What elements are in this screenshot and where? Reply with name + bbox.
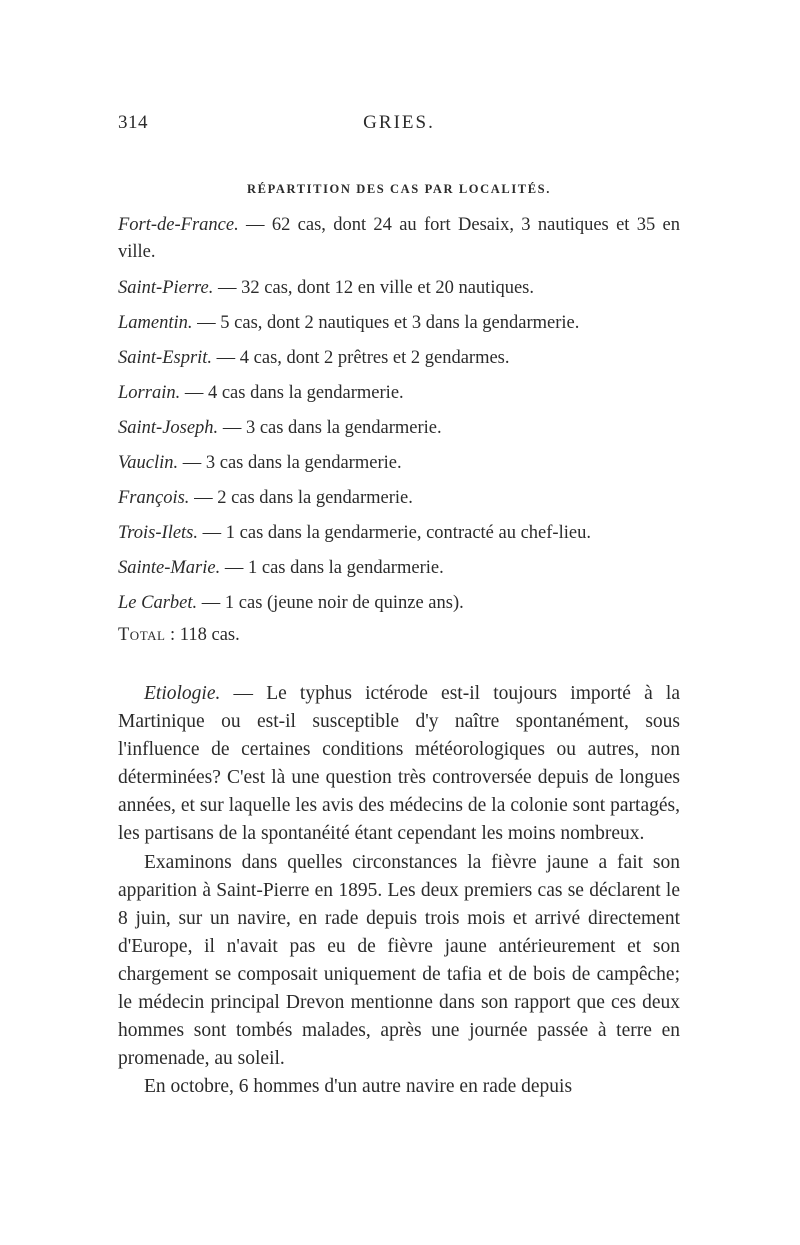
locality-name: Lorrain. [118, 383, 181, 403]
etiology-text: — Le typhus ictérode est-il toujours importé à la Martinique ou est-il susceptible d'y naître spontanément, sous l'influence de certaines conditions météorologiques ou autres, non déterminées? C'est là une question très controversée depuis de longues années, et sur laquelle les avis des médecins de la colonie sont partagés, les partisans de la spontanéité étant cependant les moins nombreux. [118, 683, 680, 845]
etiology-heading: Etiologie. [144, 683, 221, 704]
list-item [118, 345, 680, 372]
locality-name: Fort-de-France. [118, 215, 239, 235]
page-number: 314 [118, 112, 148, 133]
list-item [118, 485, 680, 512]
localities-list [118, 212, 680, 625]
etiology-paragraph [118, 680, 680, 849]
locality-cases: — 32 cas, dont 12 en ville et 20 nautiques. [213, 278, 534, 298]
locality-cases: — 4 cas dans la gendarmerie. [180, 383, 404, 403]
section-heading: RÉPARTITION DES CAS PAR LOCALITÉS. [247, 182, 551, 196]
locality-name: François. [118, 488, 190, 508]
list-item [118, 212, 680, 266]
body-text [118, 680, 680, 1101]
list-item [118, 450, 680, 477]
list-item [118, 415, 680, 442]
total-label: Total [118, 625, 166, 645]
list-item [118, 590, 680, 617]
locality-cases: — 4 cas, dont 2 prêtres et 2 gendarmes. [212, 348, 510, 368]
total-line [118, 622, 680, 649]
locality-name: Saint-Esprit. [118, 348, 213, 368]
list-item [118, 380, 680, 407]
locality-cases: — 5 cas, dont 2 nautiques et 3 dans la gendarmerie. [192, 313, 580, 333]
list-item [118, 520, 680, 547]
locality-name: Vauclin. [118, 453, 179, 473]
locality-name: Saint-Joseph. [118, 418, 219, 438]
locality-name: Saint-Pierre. [118, 278, 214, 298]
locality-cases: — 3 cas dans la gendarmerie. [218, 418, 442, 438]
locality-cases: — 3 cas dans la gendarmerie. [178, 453, 402, 473]
locality-name: Trois-Ilets. [118, 523, 199, 543]
running-title: GRIES. [363, 112, 435, 133]
total-value: : 118 cas. [165, 625, 240, 645]
locality-name: Lamentin. [118, 313, 193, 333]
locality-cases: — 1 cas dans la gendarmerie, contracté au chef-lieu. [198, 523, 591, 543]
list-item [118, 310, 680, 337]
examinons-paragraph: Examinons dans quelles circonstances la fièvre jaune a fait son apparition à Saint-Pierre en 1895. Les deux premiers cas se déclarent le 8 juin, sur un navire, en rade depuis trois mois et arrivé directement d'Europe, il n'avait pas eu de fièvre jaune antérieurement et son chargement se composait uniquement de tafia et de bois de campêche; le médecin principal Drevon mentionne dans son rapport que ces deux hommes sont tombés malades, après une journée passée à terre en promenade, au soleil. [118, 851, 680, 1070]
list-item [118, 275, 680, 302]
locality-name: Le Carbet. [118, 593, 198, 613]
octobre-paragraph: En octobre, 6 hommes d'un autre navire en rade depuis [144, 1076, 573, 1098]
locality-cases: — 62 cas, dont 24 au fort Desaix, 3 nautiques et 35 en ville. [118, 215, 680, 262]
locality-cases: — 1 cas dans la gendarmerie. [220, 558, 444, 578]
list-item [118, 555, 680, 582]
locality-cases: — 1 cas (jeune noir de quinze ans). [197, 593, 464, 613]
locality-cases: — 2 cas dans la gendarmerie. [189, 488, 413, 508]
locality-name: Sainte-Marie. [118, 558, 221, 578]
page-header [118, 112, 680, 142]
